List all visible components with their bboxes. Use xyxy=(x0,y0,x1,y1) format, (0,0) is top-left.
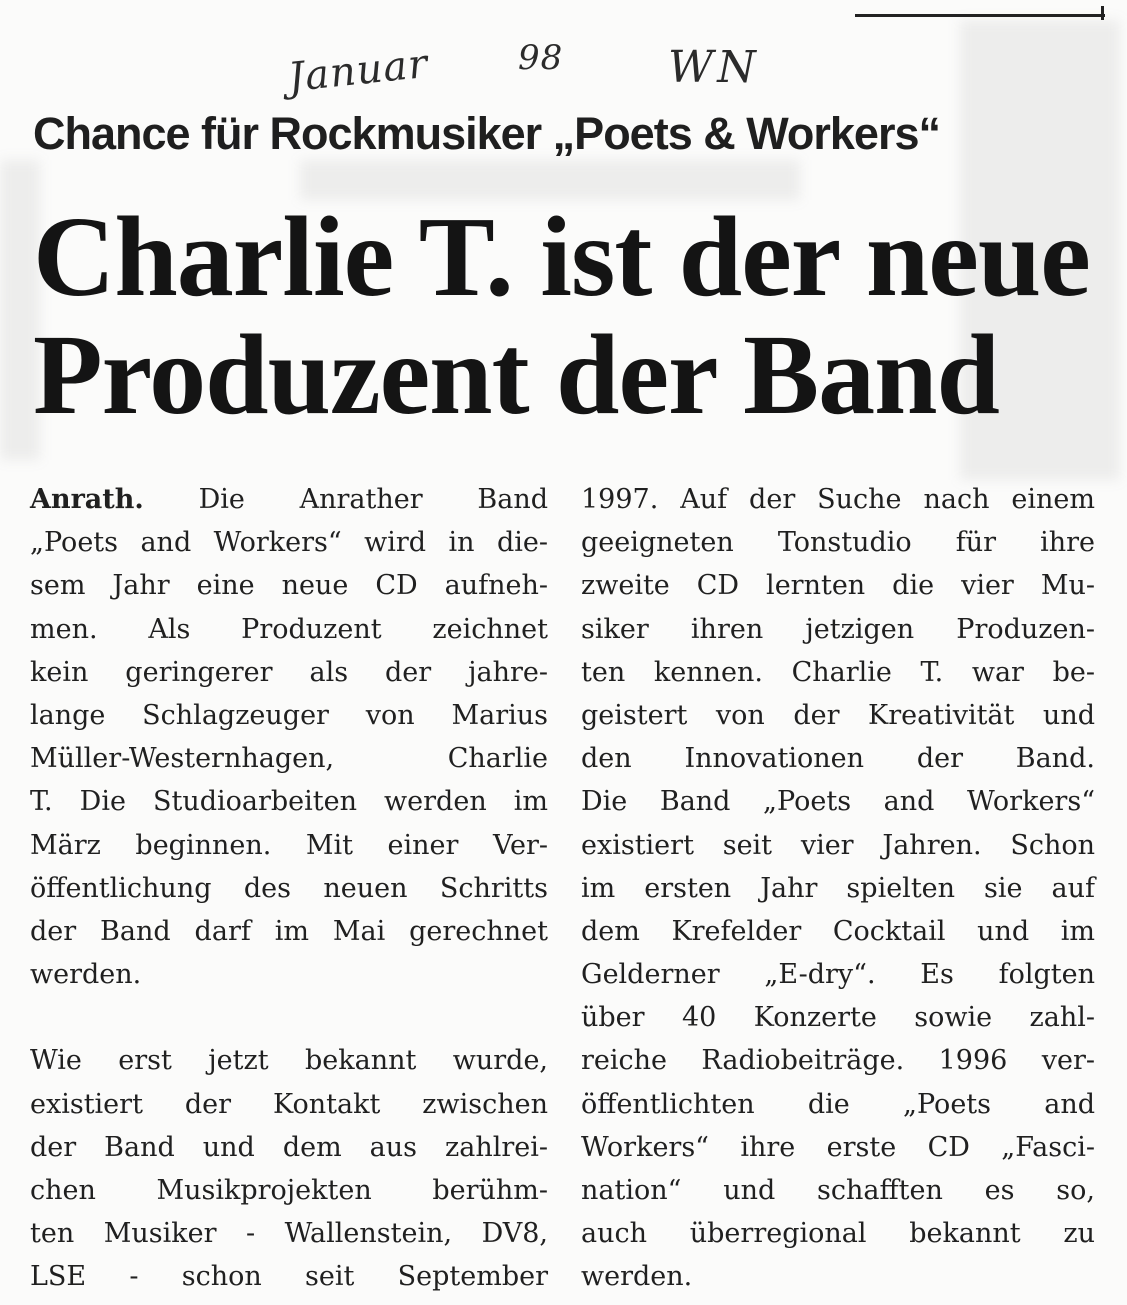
article-line: Müller-Westernhagen, Charlie xyxy=(30,743,548,775)
article-column-left xyxy=(30,478,548,1299)
kicker-headline: Chance für Rockmusiker „Poets & Workers“ xyxy=(33,108,940,159)
handwritten-paper: WN xyxy=(668,42,760,93)
article-line: LSE - schon seit September xyxy=(30,1261,548,1293)
article-line: siker ihren jetzigen Produzen- xyxy=(581,613,1095,645)
article-line: Die Band „Poets and Workers“ xyxy=(581,786,1095,818)
article-line: geeigneten Tonstudio für ihre xyxy=(581,527,1095,559)
article-line: März beginnen. Mit einer Ver- xyxy=(30,829,548,861)
handwritten-day: 98 xyxy=(518,38,564,78)
article-line: Workers“ ihre erste CD „Fasci- xyxy=(581,1131,1095,1163)
article-line: auch überregional bekannt zu xyxy=(581,1218,1095,1250)
article-line: ten kennen. Charlie T. war be- xyxy=(581,656,1095,688)
handwritten-month: Januar xyxy=(285,40,431,102)
article-line: öffentlichten die „Poets and xyxy=(581,1088,1095,1120)
paragraph-gap xyxy=(30,996,548,1039)
dateline: Anrath. xyxy=(30,484,144,515)
article-line: men. Als Produzent zeichnet xyxy=(30,613,548,645)
article-line: lange Schlagzeuger von Marius xyxy=(30,699,548,731)
article-line: „Poets and Workers“ wird in die- xyxy=(30,527,548,559)
article-line: nation“ und schafften es so, xyxy=(581,1175,1095,1206)
article-line: T. Die Studioarbeiten werden im xyxy=(30,786,548,818)
article-line: über 40 Konzerte sowie zahl- xyxy=(581,1002,1095,1034)
article-line: reiche Radiobeiträge. 1996 ver- xyxy=(581,1045,1095,1077)
article-line: sem Jahr eine neue CD aufneh- xyxy=(30,570,548,602)
article-line: existiert der Kontakt zwischen xyxy=(30,1088,548,1120)
article-line: werden. xyxy=(30,959,142,991)
headline-line-1: Charlie T. ist der neue xyxy=(33,193,1090,320)
article-line: dem Krefelder Cocktail und im xyxy=(581,915,1095,947)
article-line: Gelderner „E-dry“. Es folgten xyxy=(581,959,1095,991)
border-line xyxy=(855,14,1105,17)
article-line: der Band darf im Mai gerechnet xyxy=(30,915,548,947)
headline xyxy=(33,193,1113,438)
article-line: geistert von der Kreativität und xyxy=(581,699,1095,731)
border-line-corner xyxy=(1101,6,1104,20)
article-line: 1997. Auf der Suche nach einem xyxy=(581,484,1095,515)
article-line: der Band und dem aus zahlrei- xyxy=(30,1131,548,1163)
article-line-text: Die Anrather Band xyxy=(143,484,548,515)
article-line: den Innovationen der Band. xyxy=(581,743,1095,775)
article-line: werden. xyxy=(581,1261,693,1293)
article-line: öffentlichung des neuen Schritts xyxy=(30,872,548,904)
article-line: zweite CD lernten die vier Mu- xyxy=(581,570,1095,602)
article-column-right xyxy=(581,478,1095,1299)
article-line: existiert seit vier Jahren. Schon xyxy=(581,829,1095,861)
article-line: ten Musiker - Wallenstein, DV8, xyxy=(30,1218,548,1250)
article-line: Wie erst jetzt bekannt wurde, xyxy=(30,1045,548,1077)
article-line: kein geringerer als der jahre- xyxy=(30,656,548,688)
article-line: im ersten Jahr spielten sie auf xyxy=(581,872,1095,904)
headline-line-2: Produzent der Band xyxy=(33,311,999,438)
article-line: chen Musikprojekten berühm- xyxy=(30,1175,548,1206)
article-line xyxy=(30,478,548,521)
